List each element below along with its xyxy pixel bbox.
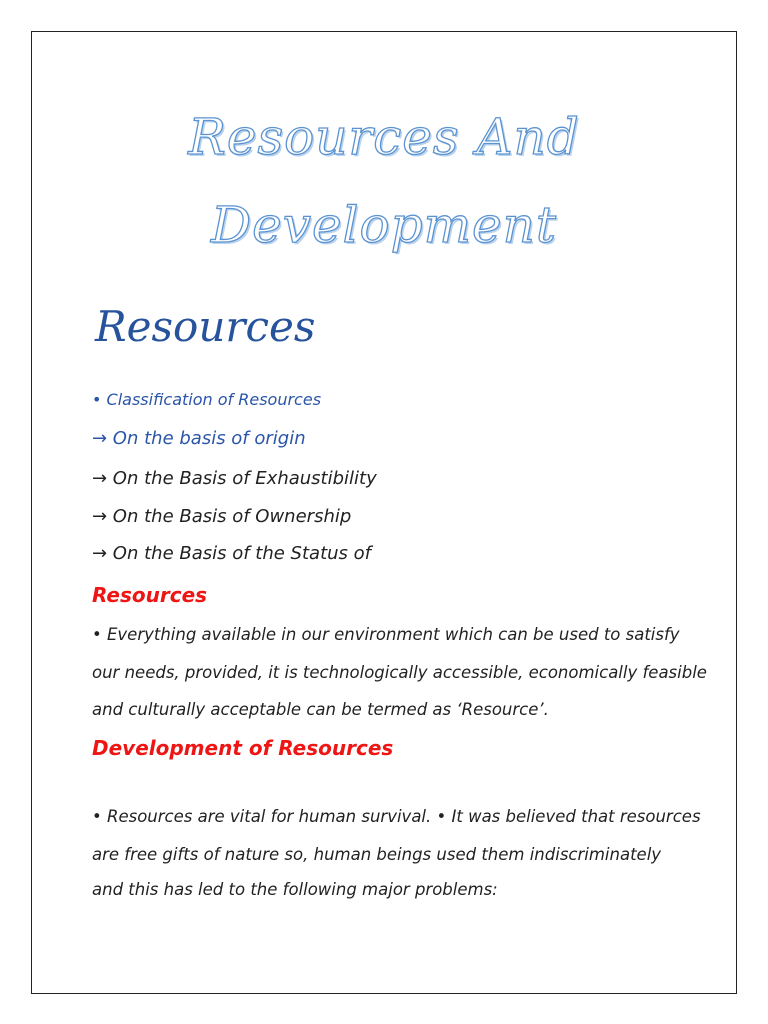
paragraph-line: are free gifts of nature so, human beings used them indiscriminately	[92, 845, 662, 864]
development-subheading: Development of Resources	[92, 736, 394, 760]
paragraph-line: • Resources are vital for human survival. • It was believed that resources	[92, 807, 701, 826]
document-title-line-1: Resources And	[188, 108, 580, 166]
resources-subheading: Resources	[92, 583, 208, 607]
paragraph-line: and this has led to the following major problems:	[92, 880, 498, 899]
section-heading: Resources	[95, 302, 316, 351]
document-title-line-2: Development	[211, 196, 557, 254]
list-item: → On the Basis of Ownership	[92, 506, 352, 527]
paragraph-line: and culturally acceptable can be termed as ‘Resource’.	[92, 700, 549, 719]
list-item: → On the basis of origin	[92, 428, 306, 449]
paragraph-line: our needs, provided, it is technologically accessible, economically feasible	[92, 663, 707, 682]
classification-line: • Classification of Resources	[92, 390, 322, 409]
list-item: → On the Basis of Exhaustibility	[92, 468, 377, 489]
paragraph-line: • Everything available in our environment which can be used to satisfy	[92, 625, 680, 644]
list-item: → On the Basis of the Status of	[92, 543, 371, 564]
